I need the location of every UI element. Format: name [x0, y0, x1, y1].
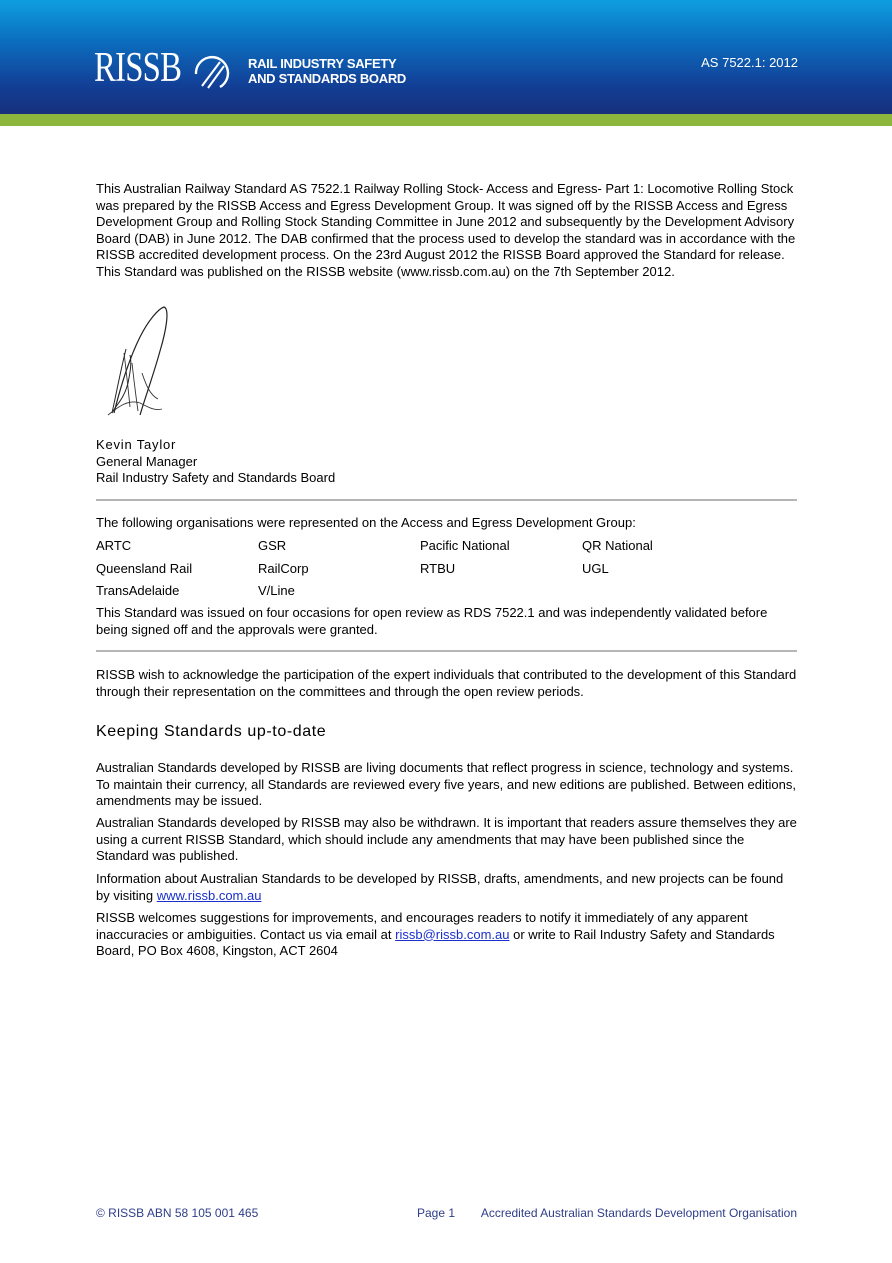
rissb-logo-wordmark: RISSB: [94, 45, 182, 91]
organisation-cell: TransAdelaide: [96, 583, 180, 598]
table-row: [96, 561, 798, 584]
postal-address-text: or write to Rail Industry Safety and Standards Board, PO Box 4608, Kingston, ACT 2604: [96, 926, 775, 959]
signatory-block: [96, 437, 335, 487]
organisation-cell: RTBU: [420, 560, 456, 576]
intro-paragraph: This Australian Railway Standard AS 7522.1 Railway Rolling Stock- Access and Egress- Part 1: Locomotive Rolling Stock was prepared by the RISSB Access and Egress Development Group. It was signed off by the RISSB Access and Egress Development Group and Rolling Stock Standing Committee in June 2012 and subsequently by the Development Advisory Board (DAB) in June 2012. The DAB confirmed that the process used to develop the standard was in accordance with the RISSB accredited development process. On the 23rd August 2012 the RISSB Board approved the Standard for release. This Standard was published on the RISSB website (www.rissb.com.au) on the 7th September 2012.: [96, 181, 796, 279]
living-documents-paragraph: Australian Standards developed by RISSB are living documents that reflect progress in science, technology and systems. To maintain their currency, all Standards are reviewed every five years, and new editions are published. Between editions, amendments may be issued.: [96, 760, 796, 809]
section-divider: [96, 650, 797, 652]
organisation-cell: ARTC: [96, 538, 132, 553]
page-footer: [96, 1205, 797, 1221]
organisation-cell: Pacific National: [420, 538, 510, 553]
signatory-organisation: Rail Industry Safety and Standards Board: [96, 470, 336, 486]
organisation-cell: RailCorp: [258, 560, 309, 576]
information-text: Information about Australian Standards to be developed by RISSB, drafts, amendments, and new projects can be found by visiting: [96, 871, 784, 903]
feedback-paragraph: [96, 910, 798, 960]
section-heading: Keeping Standards up-to-date: [96, 723, 327, 740]
logo-tagline-line-2: AND STANDARDS BOARD: [248, 71, 406, 86]
withdrawn-paragraph: Australian Standards developed by RISSB may also be withdrawn. It is important that readers assure themselves they are using a current RISSB Standard, which should include any amendments that may have been published since the Standard was published.: [96, 815, 797, 864]
table-row: [96, 538, 798, 561]
page-header-banner: [0, 0, 892, 114]
rissb-website-link[interactable]: www.rissb.com.au: [156, 887, 262, 903]
footer-accreditation: Accredited Australian Standards Development Organisation: [480, 1206, 797, 1220]
rissb-logo-mark-icon: [190, 50, 232, 92]
footer-page-number: Page 1: [417, 1206, 456, 1220]
section-divider: [96, 499, 797, 501]
table-row: [96, 583, 798, 606]
organisation-cell: V/Line: [258, 583, 295, 598]
signatory-title: General Manager: [96, 453, 198, 469]
organisation-cell: GSR: [258, 538, 287, 553]
organisation-cell: [582, 583, 744, 606]
organisation-cell: Queensland Rail: [96, 560, 193, 576]
organisation-cell: [420, 583, 582, 606]
acknowledgement-paragraph: RISSB wish to acknowledge the participation of the expert individuals that contributed to the development of this Standard through their representation on the committees and through the open review periods.: [96, 667, 797, 699]
feedback-text: RISSB welcomes suggestions for improvements, and encourages readers to notify it immediately of any apparent inaccuracies or ambiguities. Contact us via email at: [96, 910, 748, 942]
organisations-intro: The following organisations were represented on the Access and Egress Development Group:: [96, 515, 636, 530]
organisation-cell: UGL: [582, 560, 609, 576]
header-accent-band: [0, 114, 892, 126]
open-review-paragraph: This Standard was issued on four occasions for open review as RDS 7522.1 and was independently validated before being signed off and the approvals were granted.: [96, 605, 768, 637]
footer-copyright: © RISSB ABN 58 105 001 465: [96, 1206, 259, 1220]
organisation-cell: QR National: [582, 538, 653, 553]
handwritten-signature: [106, 303, 170, 421]
document-code: AS 7522.1: 2012: [701, 55, 798, 70]
organisations-table: [96, 538, 798, 606]
information-paragraph: [96, 871, 798, 904]
signatory-name: Kevin Taylor: [96, 437, 177, 452]
logo-tagline-line-1: RAIL INDUSTRY SAFETY: [248, 56, 397, 71]
logo-tagline: [248, 56, 406, 86]
contact-email-link[interactable]: rissb@rissb.com.au: [395, 926, 510, 942]
